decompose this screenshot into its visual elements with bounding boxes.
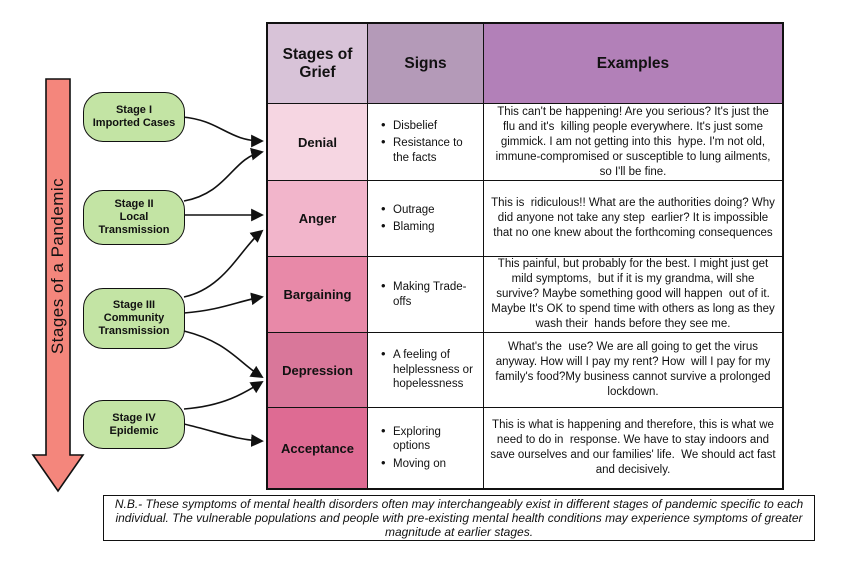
- header-cell-stages-of-grief: Stages of Grief: [268, 24, 368, 104]
- sign-item: • Resistance to the facts: [380, 136, 479, 165]
- connector-stage3-depression: [184, 331, 262, 377]
- stage-box-line: Community: [103, 312, 165, 324]
- grief-table: [266, 22, 784, 490]
- stage-box-line: Epidemic: [109, 424, 159, 437]
- example-text: This can't be happening! Are you serious? It's just the flu and it's killing people everywhere. It's just some gimmick. I am not getting into this hype. I'm not old, immune-compromised or susceptible to lung ailments, so I'll be fine.: [495, 105, 774, 178]
- signs-cell-bargaining: [368, 257, 484, 333]
- stage-box-line: Local: [119, 211, 149, 223]
- connector-stage4-depression: [184, 382, 262, 409]
- row-label-depression: Depression: [268, 333, 368, 408]
- example-text: This is what is happening and therefore, this is what we need to do in response. We have to stay indoors and save ourselves and our families' life. We should act fast and decisively.: [490, 419, 779, 476]
- signs-cell-depression: [368, 333, 484, 408]
- sign-item: • Outrage: [380, 203, 435, 218]
- example-cell-denial: [484, 104, 782, 181]
- stage-box-line: Transmission: [98, 224, 170, 236]
- example-cell-acceptance: [484, 408, 782, 488]
- row-label-acceptance: Acceptance: [268, 408, 368, 488]
- connector-stage3-bargaining: [184, 297, 262, 313]
- stage-box-line: Transmission: [98, 325, 170, 337]
- connector-stage3-anger: [184, 231, 262, 297]
- sign-item: • A feeling of helplessness or hopelessness: [380, 348, 479, 392]
- connector-stage4-acceptance: [184, 424, 262, 441]
- stage-box-local-transmission: [83, 190, 185, 245]
- example-cell-anger: [484, 181, 782, 257]
- header-cell-signs: Signs: [368, 24, 484, 104]
- nb-note-box: [103, 495, 815, 541]
- sign-item: • Moving on: [380, 457, 446, 472]
- stage-box-line: Stage I: [115, 104, 153, 116]
- row-label-bargaining: Bargaining: [268, 257, 368, 333]
- nb-note-text: N.B.- These symptoms of mental health disorders often may interchangeably exist in different stages of pandemic specific to each individual. The vulnerable populations and people with pre-existing mental health conditions may experience symptoms of greater magnitude at earlier stages.: [114, 497, 804, 539]
- example-cell-bargaining: [484, 257, 782, 333]
- example-text: This is ridiculous!! What are the authorities doing? Why did anyone not take any step earlier? It is impossible that no one knew about the forthcoming consequences: [491, 197, 779, 239]
- signs-cell-denial: [368, 104, 484, 181]
- stage-box-line: Imported Cases: [92, 117, 176, 129]
- pandemic-axis-label: Stages of a Pandemic: [48, 177, 67, 355]
- row-label-anger: Anger: [268, 181, 368, 257]
- row-label-denial: Denial: [268, 104, 368, 181]
- sign-item: • Blaming: [380, 220, 435, 235]
- stage-box-imported-cases: [83, 92, 185, 142]
- connector-stage2-denial: [184, 152, 262, 201]
- header-cell-examples: Examples: [484, 24, 782, 104]
- stage-box-line: Stage IV: [112, 411, 156, 424]
- sign-item: • Disbelief: [380, 119, 437, 134]
- connector-stage1-denial: [182, 117, 262, 141]
- example-text: This painful, but probably for the best. I might just get mild symptoms, but if it is my grandma, will she survive? Maybe something good will happen out of it. Maybe It's OK to spend time with others as long as they wash their hands before they see me.: [491, 258, 778, 330]
- example-cell-depression: [484, 333, 782, 408]
- sign-item: • Exploring options: [380, 425, 479, 454]
- stage-box-line: Stage III: [112, 299, 156, 311]
- sign-item: • Making Trade-offs: [380, 280, 479, 309]
- example-text: What's the use? We are all going to get the virus anyway. How will I pay my rent? How will I pay for my family's food?My business cannot survive a prolonged lockdown.: [495, 341, 777, 398]
- signs-cell-anger: [368, 181, 484, 257]
- stage-box-community-transmission: [83, 288, 185, 349]
- stage-box-epidemic: [83, 400, 185, 449]
- stage-box-line: Stage II: [114, 198, 154, 210]
- signs-cell-acceptance: [368, 408, 484, 488]
